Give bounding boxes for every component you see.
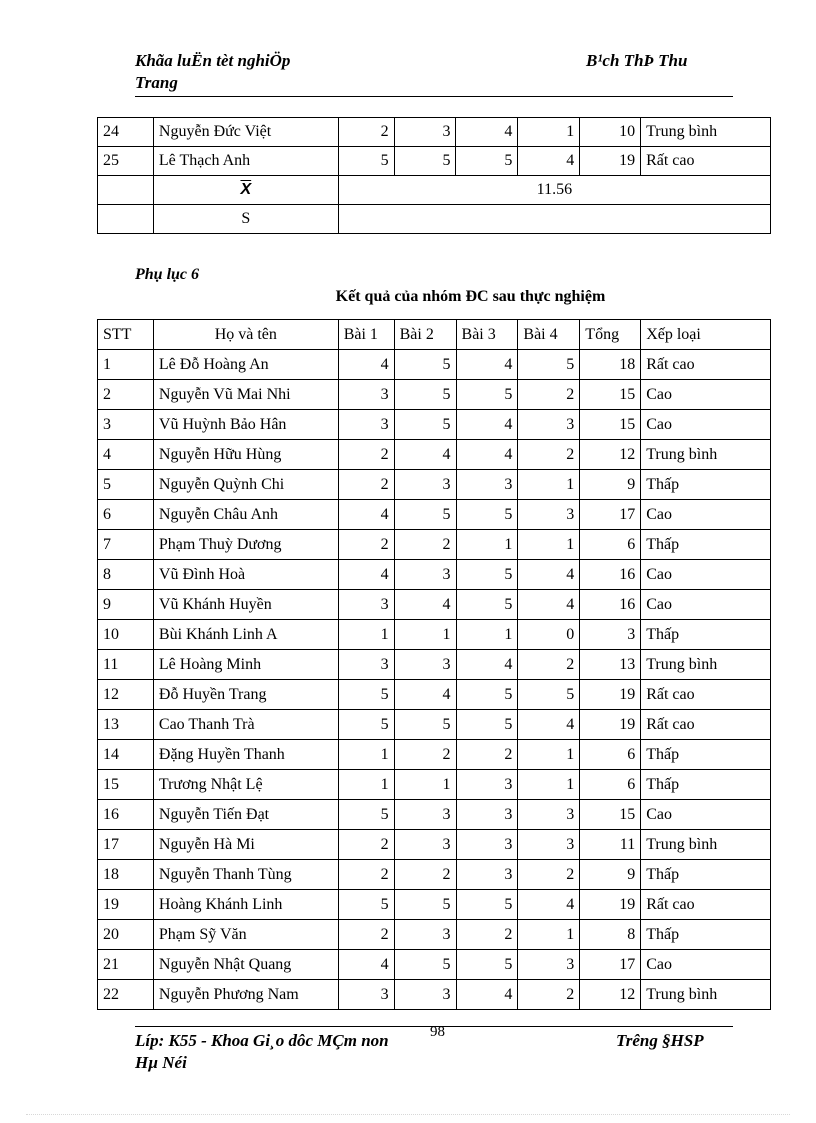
cell-score-3: 4 [456,118,518,147]
cell-score-4: 3 [518,950,580,980]
cell-total: 6 [580,740,641,770]
cell-name: Nguyễn Tiến Đạt [153,800,338,830]
cell-name: Nguyễn Vũ Mai Nhi [153,380,338,410]
cell-score-3: 3 [456,800,518,830]
table-row [98,590,771,620]
cell-total: 17 [580,950,641,980]
cell-name: Nguyễn Châu Anh [153,500,338,530]
table-caption: Kết quả của nhóm ĐC sau thực nghiệm [335,288,606,305]
cell-score-2: 4 [394,590,456,620]
cell-score-1: 3 [338,410,394,440]
cell-grade: Rất cao [641,890,771,920]
cell-score-3: 5 [456,710,518,740]
cell-stt: 8 [98,560,154,590]
cell-score-4: 2 [518,980,580,1010]
header-cell: Tổng [580,320,641,350]
cell-grade: Rất cao [641,147,771,176]
footer-left-line2: Hµ Néi [135,1053,187,1072]
cell-score-1: 2 [338,118,394,147]
cell-grade: Cao [641,410,771,440]
cell-score-1: 5 [338,147,394,176]
table-row [98,950,771,980]
cell-score-3: 4 [456,440,518,470]
cell-score-1: 3 [338,590,394,620]
cell-total: 6 [580,530,641,560]
cell-score-2: 3 [394,830,456,860]
table-row [98,350,771,380]
cell-score-1: 4 [338,560,394,590]
cell-name: Nguyễn Hữu Hùng [153,440,338,470]
cell-total: 12 [580,980,641,1010]
cell-grade: Trung bình [641,980,771,1010]
cell-stt: 5 [98,470,154,500]
cell-name: Phạm Thuỳ Dương [153,530,338,560]
cell-score-4: 4 [518,147,580,176]
cell-name: Nguyễn Đức Việt [153,118,338,147]
cell-score-2: 3 [394,650,456,680]
cell-stt: 20 [98,920,154,950]
cell-score-4: 1 [518,470,580,500]
continued-table [97,117,771,234]
cell-score-2: 3 [394,980,456,1010]
cell-grade: Thấp [641,470,771,500]
cell-total: 19 [580,710,641,740]
cell-grade: Thấp [641,860,771,890]
cell-total: 17 [580,500,641,530]
cell-stt: 13 [98,710,154,740]
cell-stt: 11 [98,650,154,680]
header-left-line2: Trang [135,73,178,92]
cell-score-4: 1 [518,920,580,950]
cell-name: Nguyễn Thanh Tùng [153,860,338,890]
cell-total: 13 [580,650,641,680]
table-row [98,118,771,147]
cell-score-3: 4 [456,650,518,680]
cell-total: 19 [580,147,641,176]
header-cell: STT [98,320,154,350]
cell-name: Nguyễn Hà Mi [153,830,338,860]
table-row [98,650,771,680]
cell-grade: Cao [641,560,771,590]
cell-grade: Thấp [641,530,771,560]
table-row [98,770,771,800]
mean-value-cell: 11.56 [338,176,770,205]
table-row [98,890,771,920]
header-cell: Bài 2 [394,320,456,350]
footer-right: Trêng §HSP [616,1031,704,1050]
appendix-label: Phụ lục 6 [135,266,200,283]
cell-score-4: 4 [518,590,580,620]
table-row [98,500,771,530]
cell-total: 18 [580,350,641,380]
cell-total: 3 [580,620,641,650]
cell-score-3: 5 [456,680,518,710]
cell-grade: Thấp [641,920,771,950]
cell-stt: 16 [98,800,154,830]
cell-name: Cao Thanh Trà [153,710,338,740]
cell-stt: 19 [98,890,154,920]
cell-score-1: 1 [338,770,394,800]
cell-score-2: 4 [394,680,456,710]
cell-grade: Cao [641,380,771,410]
cell-name: Lê Đỗ Hoàng An [153,350,338,380]
cell-score-3: 2 [456,920,518,950]
mean-symbol: $\overline{X}$ [240,181,252,198]
cell-score-4: 4 [518,710,580,740]
cell-score-1: 4 [338,350,394,380]
sd-row [98,205,771,234]
footer-left [135,1030,389,1074]
cell-score-1: 3 [338,650,394,680]
cell-score-1: 2 [338,860,394,890]
cell-score-4: 1 [518,118,580,147]
cell-score-2: 3 [394,118,456,147]
cell-score-4: 1 [518,740,580,770]
cell-stt: 2 [98,380,154,410]
cell-score-4: 4 [518,890,580,920]
cell-grade: Rất cao [641,680,771,710]
cell-score-1: 5 [338,680,394,710]
cell-total: 9 [580,860,641,890]
cell-score-4: 4 [518,560,580,590]
cell-stt: 15 [98,770,154,800]
cell-total: 19 [580,680,641,710]
cell-score-2: 3 [394,560,456,590]
cell-score-1: 2 [338,440,394,470]
mean-label-cell [153,176,338,205]
cell-total: 16 [580,560,641,590]
cell-score-3: 3 [456,860,518,890]
cell-score-4: 1 [518,530,580,560]
header-cell: Bài 1 [338,320,394,350]
cell-score-4: 2 [518,380,580,410]
cell-score-2: 5 [394,710,456,740]
mean-row [98,176,771,205]
cell-name: Đỗ Huyền Trang [153,680,338,710]
cell-score-1: 4 [338,500,394,530]
cell-score-4: 5 [518,680,580,710]
cell-grade: Cao [641,950,771,980]
table-row [98,800,771,830]
cell-score-3: 4 [456,980,518,1010]
cell-stt: 17 [98,830,154,860]
cell-score-4: 0 [518,620,580,650]
page-bottom-dotted-line [26,1114,790,1115]
cell-name: Lê Thạch Anh [153,147,338,176]
footer-left-line1: Líp: K55 - Khoa Gi¸o dôc MÇm non [135,1031,389,1050]
cell-total: 15 [580,380,641,410]
cell-score-3: 5 [456,590,518,620]
cell-name: Trương Nhật Lệ [153,770,338,800]
cell-score-3: 3 [456,470,518,500]
page-number: 98 [430,1024,445,1040]
cell-name: Lê Hoàng Minh [153,650,338,680]
cell-score-3: 1 [456,530,518,560]
table-row [98,470,771,500]
cell-stt: 18 [98,860,154,890]
cell-score-4: 2 [518,860,580,890]
header-rule [135,96,733,97]
header-cell: Họ và tên [153,320,338,350]
cell-score-2: 4 [394,440,456,470]
cell-score-4: 3 [518,830,580,860]
cell-total: 15 [580,410,641,440]
cell-score-1: 5 [338,800,394,830]
cell-stt: 9 [98,590,154,620]
cell-score-3: 3 [456,830,518,860]
cell-stt: 22 [98,980,154,1010]
cell-stt: 4 [98,440,154,470]
cell-score-2: 5 [394,500,456,530]
cell-name: Vũ Huỳnh Bảo Hân [153,410,338,440]
cell-score-1: 2 [338,830,394,860]
table-row [98,680,771,710]
table-row [98,530,771,560]
cell-total: 9 [580,470,641,500]
cell-score-3: 4 [456,350,518,380]
cell-name: Đặng Huyền Thanh [153,740,338,770]
table-row [98,710,771,740]
cell-name: Bùi Khánh Linh A [153,620,338,650]
cell-stt: 25 [98,147,154,176]
cell-name: Hoàng Khánh Linh [153,890,338,920]
table-row [98,380,771,410]
cell-name: Vũ Khánh Huyền [153,590,338,620]
table-row [98,440,771,470]
mean-empty-cell [98,176,154,205]
cell-stt: 1 [98,350,154,380]
cell-stt: 10 [98,620,154,650]
header-cell: Xếp loại [641,320,771,350]
cell-score-3: 5 [456,500,518,530]
cell-score-1: 2 [338,920,394,950]
table-row [98,860,771,890]
table-row [98,920,771,950]
cell-score-4: 3 [518,410,580,440]
table-row [98,560,771,590]
cell-total: 10 [580,118,641,147]
header-left [135,50,290,94]
sd-value-cell [338,205,770,234]
header-cell: Bài 4 [518,320,580,350]
header-right: B¹ch ThÞ Thu [586,51,688,70]
table-row [98,740,771,770]
cell-score-2: 5 [394,410,456,440]
cell-grade: Thấp [641,770,771,800]
cell-score-1: 3 [338,380,394,410]
header-left-line1: Khãa luËn tèt nghiÖp [135,51,291,70]
cell-grade: Trung bình [641,650,771,680]
cell-score-3: 5 [456,147,518,176]
cell-grade: Cao [641,800,771,830]
cell-total: 6 [580,770,641,800]
cell-score-1: 2 [338,470,394,500]
cell-score-2: 1 [394,770,456,800]
cell-score-2: 3 [394,800,456,830]
table-row [98,980,771,1010]
cell-total: 16 [580,590,641,620]
table-row [98,410,771,440]
cell-score-2: 5 [394,890,456,920]
cell-name: Nguyễn Nhật Quang [153,950,338,980]
cell-score-2: 5 [394,147,456,176]
cell-stt: 3 [98,410,154,440]
cell-score-4: 2 [518,650,580,680]
cell-score-1: 5 [338,890,394,920]
cell-total: 19 [580,890,641,920]
cell-score-4: 3 [518,800,580,830]
cell-grade: Trung bình [641,440,771,470]
cell-grade: Rất cao [641,710,771,740]
cell-score-2: 3 [394,470,456,500]
cell-total: 11 [580,830,641,860]
cell-score-1: 1 [338,620,394,650]
cell-stt: 6 [98,500,154,530]
cell-score-3: 1 [456,620,518,650]
sd-empty-cell [98,205,154,234]
cell-grade: Thấp [641,620,771,650]
cell-score-2: 3 [394,920,456,950]
cell-score-2: 1 [394,620,456,650]
cell-score-2: 2 [394,530,456,560]
cell-score-2: 2 [394,740,456,770]
table-row [98,620,771,650]
results-table [97,319,771,1010]
cell-score-4: 5 [518,350,580,380]
cell-score-2: 2 [394,860,456,890]
cell-grade: Cao [641,500,771,530]
cell-score-3: 4 [456,410,518,440]
cell-grade: Cao [641,590,771,620]
header-cell: Bài 3 [456,320,518,350]
cell-name: Vũ Đình Hoà [153,560,338,590]
cell-score-1: 1 [338,740,394,770]
cell-score-4: 2 [518,440,580,470]
cell-name: Nguyễn Phương Nam [153,980,338,1010]
cell-score-1: 5 [338,710,394,740]
cell-score-4: 1 [518,770,580,800]
cell-grade: Trung bình [641,830,771,860]
cell-score-2: 5 [394,950,456,980]
cell-total: 12 [580,440,641,470]
cell-total: 15 [580,800,641,830]
table-row [98,830,771,860]
sd-label-cell: S [153,205,338,234]
table-header-row [98,320,771,350]
cell-score-3: 5 [456,560,518,590]
cell-score-2: 5 [394,350,456,380]
cell-stt: 7 [98,530,154,560]
cell-score-3: 5 [456,950,518,980]
cell-score-1: 3 [338,980,394,1010]
table-row [98,147,771,176]
cell-stt: 14 [98,740,154,770]
cell-score-1: 4 [338,950,394,980]
cell-stt: 12 [98,680,154,710]
cell-stt: 21 [98,950,154,980]
cell-score-4: 3 [518,500,580,530]
cell-score-3: 3 [456,770,518,800]
cell-score-1: 2 [338,530,394,560]
cell-grade: Rất cao [641,350,771,380]
cell-name: Nguyễn Quỳnh Chi [153,470,338,500]
cell-score-2: 5 [394,380,456,410]
cell-total: 8 [580,920,641,950]
cell-score-3: 5 [456,890,518,920]
cell-grade: Trung bình [641,118,771,147]
cell-stt: 24 [98,118,154,147]
cell-score-3: 2 [456,740,518,770]
cell-grade: Thấp [641,740,771,770]
cell-name: Phạm Sỹ Văn [153,920,338,950]
cell-score-3: 5 [456,380,518,410]
